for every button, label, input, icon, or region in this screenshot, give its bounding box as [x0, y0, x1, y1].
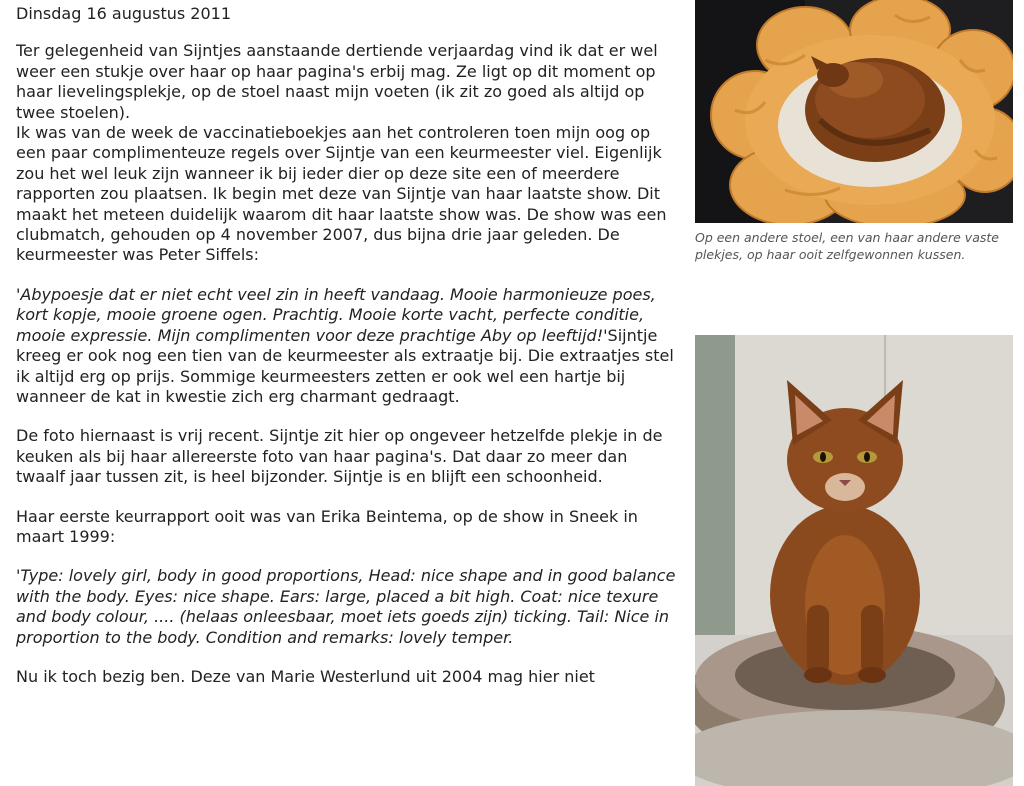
- photo-sidebar: [695, 0, 1013, 786]
- paragraph-first-report: Haar eerste keurrapport ooit was van Erika Beintema, op de show in Sneek in maart 1999:: [16, 506, 638, 546]
- paragraph-photo-note: De foto hiernaast is vrij recent. Sijntje zit hier op ongeveer hetzelfde plekje in de keuken als bij haar allereerste foto van haar pagina's. Dat daar zo meer dan twaalf jaar tussen zit, is heel bijzonder. Sijntje is en blijft een schoonheid.: [16, 426, 663, 487]
- photo-cat-on-cushion: [695, 0, 1013, 223]
- cat-cushion-illustration: [695, 0, 1013, 223]
- photo-cat-sitting: [695, 335, 1013, 786]
- quote-siffels-text: Abypoesje dat er niet echt veel zin in heeft vandaag. Mooie harmonieuze poes, kort kopje, mooie groene ogen. Prachtig. Mooie korte vacht, perfecte conditie, mooie expressie. Mijn complimenten voor deze prachtige Aby op leeftijd!': [16, 284, 656, 345]
- quote-siffels: [16, 285, 680, 407]
- quote-open-mark: ': [16, 566, 21, 586]
- article-body: [16, 0, 680, 706]
- paragraph-intro: Ter gelegenheid van Sijntjes aanstaande dertiende verjaardag vind ik dat er wel weer een stukje over haar op haar pagina's erbij mag. Ze ligt op dit moment op haar lievelingsplekje, op de stoel naast mijn voeten (ik zit zo goed als altijd op twee stoelen).: [16, 41, 658, 122]
- post-date: Dinsdag 16 augustus 2011: [16, 4, 232, 23]
- quote-beintema: [16, 566, 680, 648]
- paragraph-westerlund: Nu ik toch bezig ben. Deze van Marie Westerlund uit 2004 mag hier niet: [16, 666, 595, 686]
- paragraph-vaccination: Ik was van de week de vaccinatieboekjes aan het controleren toen mijn oog op een paar complimenteuze regels over Sijntje van een keurmeester viel. Eigenlijk zou het wel leuk zijn wanneer ik bij ieder dier op deze site een of meerdere rapporten zou plaatsen. Ik begin met deze van Sijntje van haar laatste show. Dit maakt het meteen duidelijk waarom dit haar laatste show was. De show was een clubmatch, gehouden op 4 november 2007, dus bijna drie jaar geleden. De keurmeester was Peter Siffels:: [16, 123, 667, 265]
- sitting-cat-illustration: [695, 335, 1013, 786]
- photo-caption: Op een andere stoel, een van haar andere vaste plekjes, op haar ooit zelfgewonnen kussen.: [695, 230, 999, 262]
- quote-siffels-followup: Sijntje kreeg er ook nog een tien van de keurmeester als extraatje bij. Die extraatjes stel ik altijd erg op prijs. Sommige keurmeesters zetten er ook wel een hartje bij wanneer de kat in kwestie zich erg charmant gedraagt.: [16, 325, 674, 406]
- quote-beintema-text: Type: lovely girl, body in good proportions, Head: nice shape and in good balance with the body. Eyes: nice shape. Ears: large, placed a bit high. Coat: nice texure and body colour, .... (helaas onleesbaar, moet iets goeds zijn) ticking. Tail: Nice in proportion to the body. Condition and remarks: lovely temper.: [16, 566, 676, 647]
- quote-open-mark: ': [16, 284, 21, 304]
